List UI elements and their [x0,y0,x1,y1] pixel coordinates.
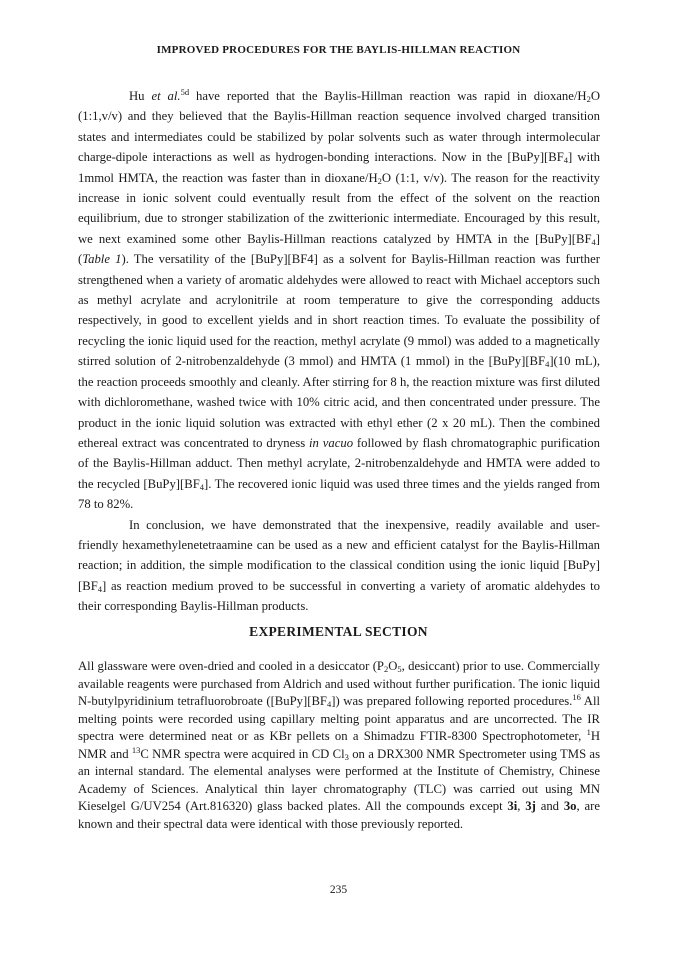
paragraph-experimental: All glassware were oven-dried and cooled in a desiccator ($P_2O_5$, desiccant) prior to use. Commercially available reagents were purchased from Aldrich and used without further purification. The ionic liquid N-butylpyridinium tetrafluorobroate $([BuPy][BF_4])$ was prepared following reported procedures.$^{16}$ All melting points were recorded using capillary melting point apparatus and are uncorrected. The IR spectra were determined neat or as KBr pellets on a Shimadzu FTIR-8300 Spectrophotometer, $^1$H NMR and $^{13}$C NMR spectra were acquired in CD $Cl_3$ on a DRX300 NMR Spectrometer using TMS as an internal standard. The elemental analyses were performed at the Institute of Chemistry, Chinese Academy of Sciences. Analytical thin layer chromatography (TLC) was carried out using MN Kieselgel G/UV254 (Art.816320) glass backed plates. All the compounds except 3i, 3j and 3o, are known and their spectral data were identical with those previously reported. [78,659,601,831]
section-title: EXPERIMENTAL SECTION [249,624,428,639]
paragraph-conclusion: In conclusion, we have demonstrated that the inexpensive, readily available and user-friendly hexamethylenetetraamine can be used as a new and efficient catalyst for the Baylis-Hillman reaction; in addition, the simple modification to the classical condition using the ionic liquid $[BuPy][BF_4]$ as reaction medium proved to be successful in converting a variety of aromatic aldehydes to their corresponding Baylis-Hillman products. [78,517,600,614]
page-number: 235 [329,884,348,896]
body-text [78,86,600,617]
running-head: IMPROVED PROCEDURES FOR THE BAYLIS-HILLMAN REACTION [156,44,521,56]
paragraph-results: Hu et al.$^{5d}$ have reported that the Baylis-Hillman reaction was rapid in dioxane/$H_2O$ (1:1,v/v) and they believed that the Baylis-Hillman reaction sequence involved charged transition states and intermediates could be stabilized by polar solvents such as water through intermolecular charge-dipole interactions as well as hydrogen-bonding interactions. Now in the $[BuPy][BF_4]$ with 1mmol HMTA, the reaction was faster than in dioxane/$H_2O$ (1:1, v/v). The reason for the reactivity increase in ionic solvent could eventually result from the effect of the solvent on the reaction equilibrium, due to stronger stabilization of the zwitterionic intermediate. Encouraged by this result, we next examined some other Baylis-Hillman reactions catalyzed by HMTA in the $[BuPy][BF_4]$ (Table 1). The versatility of the [BuPy][BF4] as a solvent for Baylis-Hillman reaction was further strengthened when a variety of aromatic aldehydes were allowed to react with Michael acceptors such as methyl acrylate and acrylonitrile at room temperature to give the corresponding adducts respectively, in good to excellent yields and in short reaction times. To evaluate the possibility of recycling the ionic liquid used for the reaction, methyl acrylate (9 mmol) was added to a magnetically stirred solution of 2-nitrobenzaldehyde (3 mmol) and HMTA (1 mmol) in the $[BuPy][BF_4](10$ mL), the reaction proceeds smoothly and cleanly. After stirring for 8 h, the reaction mixture was first diluted with dichloromethane, washed twice with 10% citric acid, and then concentrated under pressure. The product in the ionic liquid solution was extracted with ethyl ether (2 x 20 mL). Then the combined ethereal extract was concentrated to dryness in vacuo followed by flash chromatographic purification of the Baylis-Hillman adduct. Then methyl acrylate, 2-nitrobenzaldehyde and HMTA were added to the recycled $[BuPy][BF_4]$. The recovered ionic liquid was used three times and the yields ranged from 78 to 82%. [78,87,601,512]
